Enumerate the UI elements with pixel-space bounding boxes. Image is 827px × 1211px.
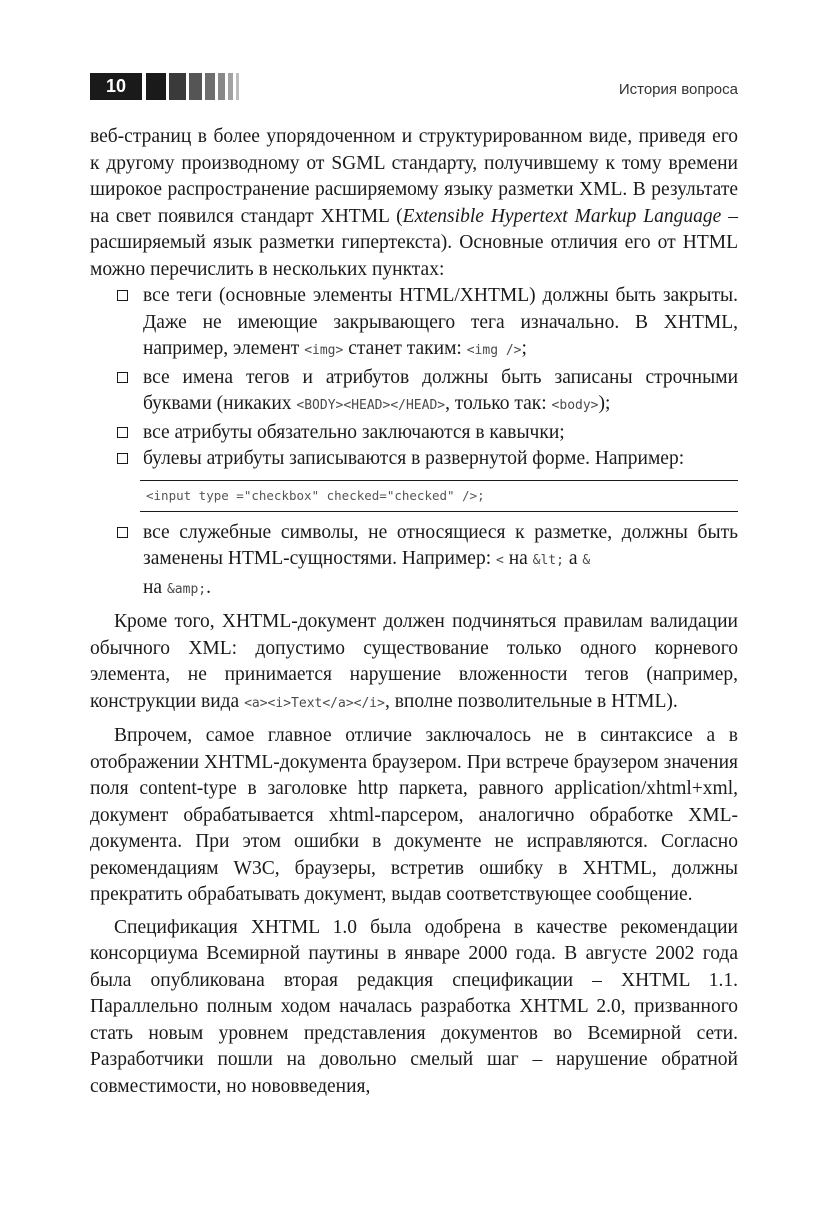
intro-paragraph: веб-страниц в более упорядоченном и структурированном виде, приведя его к другому производному от SGML стандарту, получившему к тому времени широкое распространение расширяемому языку разметки XML. В результате на свет появился стандарт XHTML (Extensible Hypertext Markup Language – расширяемый язык разметки гипертекста). Основные отличия его от HTML можно перечислить в нескольких пунктах:: [90, 126, 738, 280]
list-item: все теги (основные элементы HTML/XHTML) должны быть закрыты. Даже не имеющие закрывающего тега изначально. В XHTML, например, элемент <img> станет таким: <img />;: [115, 283, 738, 365]
paragraph-rendering: Впрочем, самое главное отличие заключалось не в синтаксисе а в отображении XHTML-документа браузером. При встрече браузером значения поля content-type в заголовке http паркета, равного application/xhtml+xml, документ обрабатывается xhtml-парсером, аналогично обработке XML-документа. При этом ошибки в документе не исправляются. Согласно рекомендациям W3C, браузеры, встретив ошибку в XHTML, должны прекратить обрабатывать документ, выдав соответствующее сообщение.: [90, 725, 738, 905]
running-title: История вопроса: [618, 81, 738, 98]
page-header: [90, 73, 738, 100]
paragraph-validation: Кроме того, XHTML-документ должен подчиняться правилам валидации обычного XML: допустимо существование только одного корневого элемента, не принимается нарушение вложенности тегов (например, конструкции вида <a><i>Text</a></i>, вполне позволительные в HTML).: [90, 611, 738, 712]
list-item: булевы атрибуты записываются в развернутой форме. Например:: [115, 446, 738, 473]
checkbox-bullet-icon: [117, 527, 128, 538]
checkbox-bullet-icon: [117, 372, 128, 383]
list-item: все атрибуты обязательно заключаются в кавычки;: [115, 420, 738, 447]
list-item: все имена тегов и атрибутов должны быть записаны строчными буквами (никаких <BODY><HEAD></HEAD>, только так: <body>);: [115, 365, 738, 420]
code-example: <input type ="checkbox" checked="checked" />;: [140, 480, 738, 512]
list-item: все служебные символы, не относящиеся к разметке, должны быть заменены HTML-сущностями. Например: < на &lt; а & на &amp;.: [115, 520, 738, 604]
paragraph-specification: Спецификация XHTML 1.0 была одобрена в качестве рекомендации консорциума Всемирной паутины в январе 2000 года. В августе 2002 года была опубликована вторая редакция спецификации – XHTML 1.1. Параллельно полным ходом началась разработка XHTML 2.0, призванного стать новым уровнем представления документов во Всемирной сети. Разработчики пошли на довольно смелый шаг – нарушение обратной совместимости, но нововведения,: [90, 916, 738, 1097]
checkbox-bullet-icon: [117, 427, 128, 438]
page-number: 10: [90, 73, 142, 100]
differences-list-continued: [90, 520, 738, 604]
checkbox-bullet-icon: [117, 290, 128, 301]
page-body: [90, 124, 738, 1100]
checkbox-bullet-icon: [117, 453, 128, 464]
differences-list: [90, 283, 738, 473]
xhtml-expansion: Extensible Hypertext Markup Language: [402, 205, 722, 227]
